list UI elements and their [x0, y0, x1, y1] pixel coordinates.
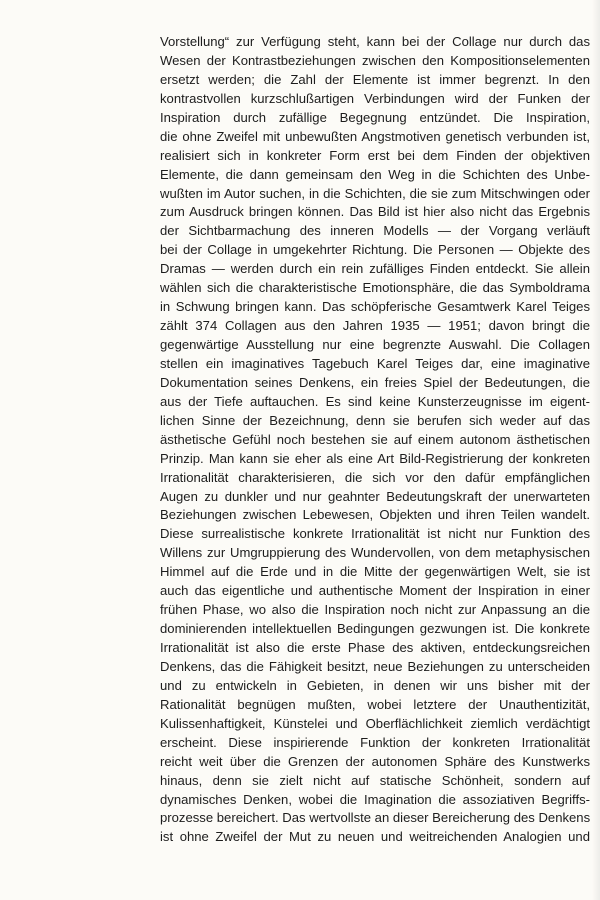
text-line: Prinzip. Man kann sie eher als eine Art Bild-Registrierung der konkreten	[160, 450, 590, 466]
text-line: Dokumentation seines Denkens, ein freies Spiel der Bedeutungen, die	[160, 374, 590, 390]
text-line: kontrastvollen kurzschlußartigen Verbindungen wird der Funken der	[160, 90, 590, 106]
text-line: erscheint. Diese inspirierende Funktion der konkreten Irrationalität	[160, 734, 590, 750]
text-line: Augen zu dunkler und nur geahnter Bedeutungskraft der unerwarteten	[160, 488, 590, 504]
text-line: Himmel auf die Erde und in die Mitte der gegenwärtigen Welt, sie ist	[160, 564, 590, 580]
text-line: frühen Phase, wo also die Inspiration noch nicht zur Anpassung an die	[160, 602, 590, 618]
text-line: wählen sich die charakteristische Emotionsphäre, die das Symboldrama	[160, 280, 590, 296]
text-line: zählt 374 Collagen aus den Jahren 1935 — 1951; davon bringt die	[160, 318, 590, 334]
text-line: Irrationalität charakterisieren, die sich vor den dafür empfänglichen	[160, 469, 590, 485]
text-line: und zu entwickeln in Gebieten, in denen wir uns bisher mit der	[160, 677, 590, 693]
text-line: Beziehungen zwischen Lebewesen, Objekten und ihren Teilen wandelt.	[160, 507, 590, 523]
text-line: Elemente, die dann gemeinsam den Weg in die Schichten des Unbe-	[160, 166, 590, 182]
text-line: prozesse bereichert. Das wertvollste an dieser Bereicherung des Denkens	[160, 810, 591, 826]
text-line: Wesen der Kontrastbeziehungen zwischen den Kompositionselementen	[160, 52, 590, 68]
text-line: dominierenden intellektuellen Bedingungen gezwungen ist. Die konkrete	[160, 621, 590, 637]
text-line: realisiert sich in konkreter Form erst bei dem Finden der objektiven	[160, 147, 590, 163]
text-line: zum Ausdruck bringen können. Das Bild ist hier also nicht das Ergebnis	[160, 204, 590, 220]
body-text-column	[160, 33, 590, 847]
text-line: lichen Sinne der Bezeichnung, denn sie berufen sich weder auf das	[160, 412, 590, 428]
text-line: bei der Collage in umgekehrter Richtung. Die Personen — Objekte des	[160, 242, 590, 258]
text-line: Irrationalität ist also die erste Phase des aktiven, entdeckungsreichen	[160, 640, 590, 655]
text-line: Vorstellung“ zur Verfügung steht, kann bei der Collage nur durch das	[160, 34, 590, 49]
text-line: gegenwärtige Ausstellung nur eine begrenzte Auswahl. Die Collagen	[160, 337, 590, 352]
text-line: Inspiration durch zufällige Begegnung entzündet. Die Inspiration,	[160, 109, 590, 125]
text-line: ersetzt werden; die Zahl der Elemente ist immer begrenzt. In den	[160, 71, 590, 87]
text-line: dynamisches Denken, wobei die Imagination die assoziativen Begriffs-	[160, 791, 590, 807]
text-line: ästhetische Gefühl noch bestehen sie auf einem autonom ästhetischen	[160, 431, 590, 447]
text-line: aus der Tiefe auftauchen. Es sind keine Kunsterzeugnisse im eigent-	[160, 393, 590, 409]
text-line: Kulissenhaftigkeit, Künstelei und Oberflächlichkeit ziemlich verdächtigt	[160, 715, 590, 731]
text-line: Dramas — werden durch ein rein zufälliges Finden entdeckt. Sie allein	[160, 261, 590, 277]
text-line: stellen ein imaginatives Tagebuch Karel Teiges dar, eine imaginative	[160, 355, 590, 371]
text-line: der Sichtbarmachung des inneren Modells — der Vorgang verläuft	[160, 223, 590, 239]
text-line: wußten im Autor suchen, in die Schichten, die sie zum Mitschwingen oder	[160, 185, 590, 201]
text-line: reicht weit über die Grenzen der autonomen Sphäre des Kunstwerks	[160, 753, 590, 769]
text-line: in Schwung bringen kann. Das schöpferische Gesamtwerk Karel Teiges	[160, 299, 590, 315]
text-line: Willens zur Umgruppierung des Wundervollen, von dem metaphysischen	[160, 545, 590, 561]
text-line: auch das eigentliche und authentische Moment der Inspiration in einer	[160, 583, 590, 599]
page-edge-shadow	[592, 0, 600, 900]
text-line: Denkens, das die Fähigkeit besitzt, neue Beziehungen zu unterscheiden	[160, 658, 590, 674]
text-line: Rationalität begnügen mußten, wobei letztere der Unauthentizität,	[160, 696, 590, 712]
text-line: hinaus, denn sie zielt nicht auf statische Schönheit, sondern auf	[160, 772, 590, 788]
text-line: ist ohne Zweifel der Mut zu neuen und weitreichenden Analogien und	[160, 829, 590, 845]
text-line: die ohne Zweifel mit unbewußten Angstmotiven genetisch verbunden ist,	[160, 128, 590, 144]
text-line: Diese surrealistische konkrete Irrationalität ist nicht nur Funktion des	[160, 526, 590, 542]
